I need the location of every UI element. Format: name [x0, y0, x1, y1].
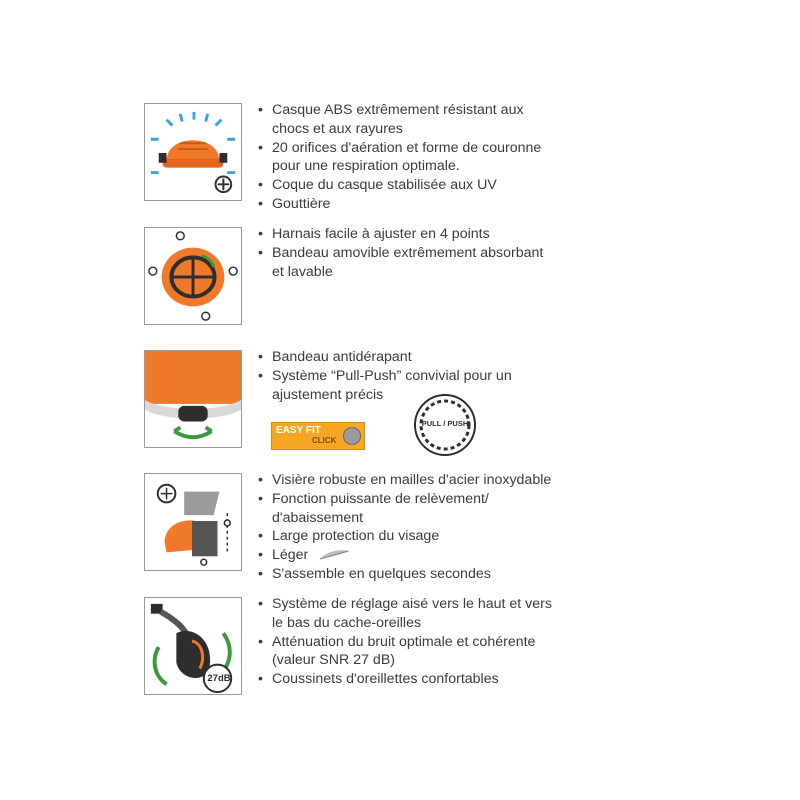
feature-item: • Coque du casque stabilisée aux UV: [258, 176, 558, 195]
feature-item: • Coussinets d'oreillettes confortables: [258, 670, 558, 689]
features-list-visor: [258, 471, 578, 584]
easy-fit-sublabel: CLICK: [312, 436, 337, 445]
feature-item: • Atténuation du bruit optimale et cohérente (valeur SNR 27 dB): [258, 633, 558, 671]
feature-item: • Fonction puissante de relèvement/ d'abaissement: [258, 490, 578, 528]
visor-image: [144, 473, 242, 571]
features-list-earmuff: [258, 595, 558, 689]
feature-item: • Système “Pull-Push” convivial pour un ajustement précis: [258, 367, 538, 405]
feature-item-text: Léger: [272, 547, 309, 564]
feature-item: • Système de réglage aisé vers le haut et vers le bas du cache-oreilles: [258, 595, 558, 633]
feature-item: • Large protection du visage: [258, 527, 578, 546]
features-list-helmet: [258, 101, 558, 214]
feature-item: • S'assemble en quelques secondes: [258, 565, 578, 584]
helmet-ventilation-icon: [145, 104, 241, 200]
earmuff-image: [144, 597, 242, 695]
feature-item: • Casque ABS extrêmement résistant aux chocs et aux rayures: [258, 101, 558, 139]
snr-badge-label: 27dB: [207, 673, 231, 684]
click-dial-icon: [343, 427, 361, 445]
easy-fit-badge: [271, 422, 365, 450]
headband-image: [144, 350, 242, 448]
feature-item: • Bandeau antidérapant: [258, 348, 538, 367]
pull-push-label: PULL / PUSH: [421, 419, 469, 428]
feature-item: [258, 546, 578, 565]
feature-item: • 20 orifices d'aération et forme de couronne pour une respiration optimale.: [258, 139, 558, 177]
features-list-headband: [258, 348, 538, 404]
feature-item: • Bandeau amovible extrêmement absorbant et lavable: [258, 244, 558, 282]
helmet-ventilation-image: [144, 103, 242, 201]
mesh-visor-icon: [145, 474, 241, 570]
harness-image: [144, 227, 242, 325]
pull-push-badge: [412, 392, 478, 458]
features-list-harness: [258, 225, 558, 281]
easy-fit-label: EASY FIT: [276, 425, 321, 436]
four-point-harness-icon: [145, 228, 241, 324]
feather-icon: [318, 548, 352, 562]
headband-ratchet-icon: [145, 351, 241, 447]
feature-item: • Gouttière: [258, 195, 558, 214]
feature-item: • Harnais facile à ajuster en 4 points: [258, 225, 558, 244]
feature-item: • Visière robuste en mailles d'acier inoxydable: [258, 471, 578, 490]
